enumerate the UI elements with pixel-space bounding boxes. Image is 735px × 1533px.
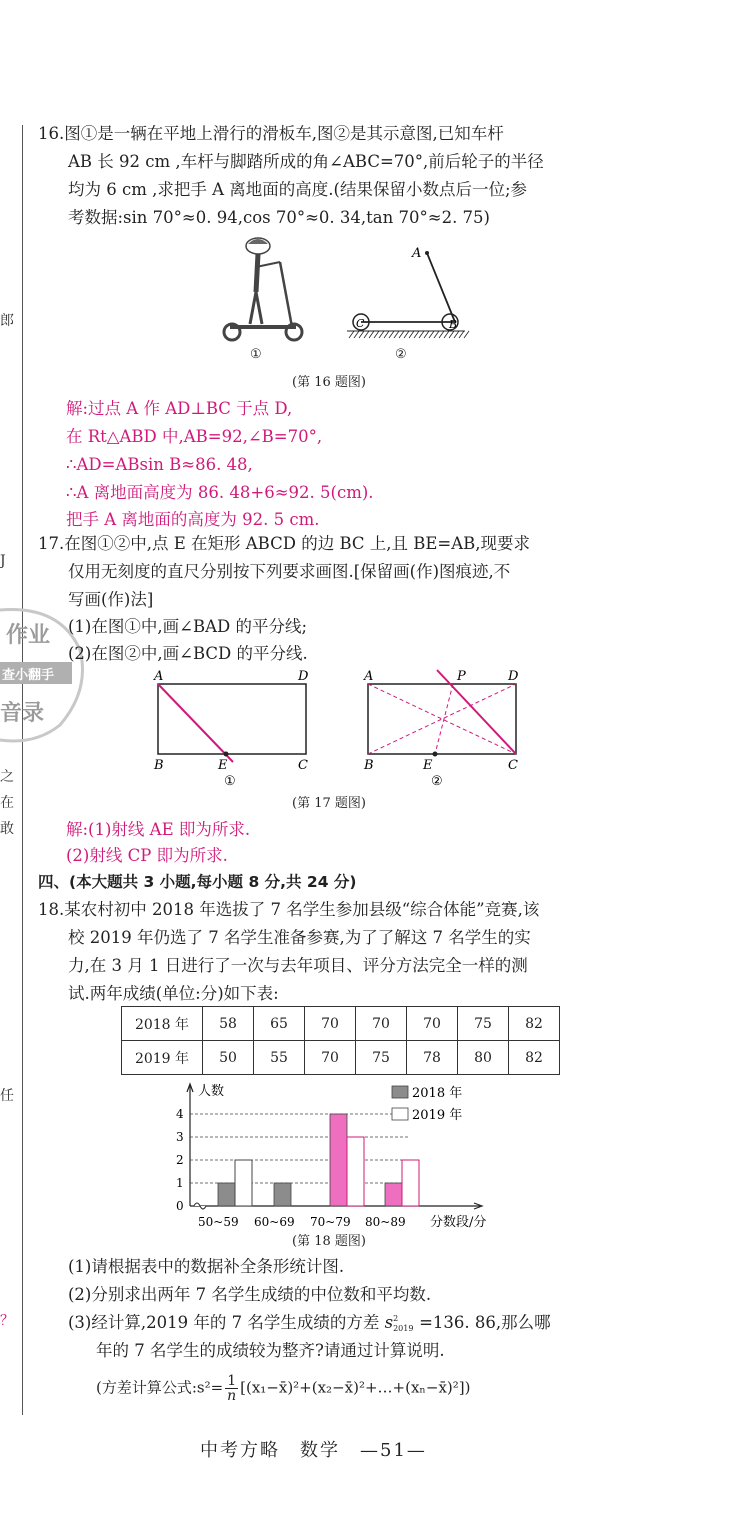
- margin-char: 在: [0, 795, 14, 811]
- margin-char: 敢: [0, 821, 14, 837]
- point-B: B: [449, 318, 458, 331]
- table-cell: 82: [509, 1041, 560, 1075]
- scooter-figure: [210, 232, 310, 347]
- table-row: [122, 1041, 560, 1075]
- bar-2018: [385, 1183, 402, 1206]
- point-A: A: [154, 669, 164, 684]
- bar-chart: [160, 1078, 530, 1228]
- fig-label: ②: [431, 774, 443, 789]
- q16-solution: 把手 A 离地面的高度为 92. 5 cm.: [66, 510, 320, 529]
- point-B: B: [154, 758, 164, 773]
- fig-label: ①: [250, 347, 262, 362]
- legend-label-2019: 2019 年: [412, 1108, 463, 1123]
- point-D: D: [298, 669, 309, 684]
- table-cell: 70: [305, 1007, 356, 1041]
- y-tick-label: 2: [176, 1153, 184, 1167]
- x-axis-label: 分数段/分: [430, 1215, 487, 1228]
- bar-2019: [347, 1137, 364, 1206]
- axis-break: [194, 1203, 206, 1209]
- q16-solution: 在 Rt△ABD 中,AB=92,∠B=70°,: [66, 427, 323, 446]
- score-table: [121, 1006, 560, 1075]
- page-footer: 中考方略 数学 —51—: [200, 1440, 427, 1461]
- q16-solution: ∴A 离地面高度为 86. 48+6≈92. 5(cm).: [66, 483, 374, 502]
- point-P: P: [457, 669, 466, 684]
- table-cell: 70: [407, 1007, 458, 1041]
- point-A: A: [412, 246, 422, 261]
- table-row: [122, 1007, 560, 1041]
- q18-subquestion: 年的 7 名学生的成绩较为整齐?请通过计算说明.: [96, 1341, 445, 1360]
- point-D: D: [508, 669, 519, 684]
- margin-char: J: [0, 553, 6, 569]
- bar-2019: [402, 1160, 419, 1206]
- q18-subquestion: (1)请根据表中的数据补全条形统计图.: [68, 1257, 345, 1276]
- q17-text: (2)在图②中,画∠BCD 的平分线.: [68, 644, 308, 663]
- q16-solution: ∴AD=ABsin B≈86. 48,: [66, 455, 253, 474]
- stamp-text: 查小翻手: [2, 668, 55, 683]
- x-tick-label: 60~69: [254, 1215, 295, 1228]
- y-tick-label: 0: [176, 1199, 184, 1213]
- q17-solution: (2)射线 CP 即为所求.: [66, 846, 228, 865]
- y-tick-label: 3: [176, 1130, 184, 1144]
- fig-label: ②: [395, 347, 407, 362]
- legend-label-2018: 2018 年: [412, 1086, 463, 1101]
- fig18-caption: (第 18 题图): [292, 1234, 366, 1249]
- table-cell: 50: [203, 1041, 254, 1075]
- x-tick-label: 70~79: [310, 1215, 351, 1228]
- margin-rule: [22, 125, 23, 1415]
- table-cell: 2019 年: [122, 1041, 203, 1075]
- q16-text: 均为 6 cm ,求把手 A 离地面的高度.(结果保留小数点后一位;参: [68, 180, 528, 199]
- table-cell: 75: [356, 1041, 407, 1075]
- bar-2018: [330, 1114, 347, 1206]
- margin-char: 任: [0, 1088, 14, 1104]
- fig16-caption: (第 16 题图): [292, 375, 366, 390]
- rect-figure-2: [357, 668, 537, 790]
- q18-text: 18.某农村初中 2018 年选拔了 7 名学生参加县级“综合体能”竞赛,该: [38, 900, 540, 919]
- q18-text: 试.两年成绩(单位:分)如下表:: [68, 984, 279, 1003]
- table-cell: 80: [458, 1041, 509, 1075]
- legend-swatch-2019: [392, 1108, 408, 1120]
- margin-char: 之: [0, 769, 14, 785]
- stamp-text: 音录: [0, 700, 45, 726]
- q18-subquestion: (2)分别求出两年 7 名学生成绩的中位数和平均数.: [68, 1285, 432, 1304]
- q16-text: AB 长 92 cm ,车杆与脚踏所成的角∠ABC=70°,前后轮子的半径: [68, 152, 544, 171]
- stamp-text: 作业: [6, 622, 51, 648]
- table-cell: 70: [356, 1007, 407, 1041]
- point-C: C: [356, 317, 365, 330]
- table-cell: 65: [254, 1007, 305, 1041]
- q16-text: 16.图①是一辆在平地上滑行的滑板车,图②是其示意图,已知车杆: [38, 124, 504, 143]
- point-A: A: [364, 669, 374, 684]
- q18-text: 力,在 3 月 1 日进行了一次与去年项目、评分方法完全一样的测: [68, 956, 528, 975]
- point-E: E: [423, 758, 433, 773]
- margin-char: 郎: [0, 313, 14, 329]
- y-axis-label: 人数: [198, 1084, 225, 1099]
- q17-text: 17.在图①②中,点 E 在矩形 ABCD 的边 BC 上,且 BE=AB,现要求: [38, 534, 531, 553]
- q18-subquestion: (3)经计算,2019 年的 7 名学生成绩的方差 s 2 2019 =136. 86,那么哪: [68, 1313, 551, 1333]
- table-cell: 2018 年: [122, 1007, 203, 1041]
- bar-2019: [235, 1160, 252, 1206]
- q16-solution: 解:过点 A 作 AD⊥BC 于点 D,: [66, 399, 293, 418]
- q17-solution: 解:(1)射线 AE 即为所求.: [66, 820, 251, 839]
- table-cell: 75: [458, 1007, 509, 1041]
- table-cell: 70: [305, 1041, 356, 1075]
- point-E: E: [218, 758, 228, 773]
- table-cell: 82: [509, 1007, 560, 1041]
- table-cell: 55: [254, 1041, 305, 1075]
- rect-figure-1: [148, 668, 328, 790]
- table-cell: 78: [407, 1041, 458, 1075]
- q17-text: 仅用无刻度的直尺分别按下列要求画图.[保留画(作)图痕迹,不: [68, 562, 511, 581]
- bar-2018: [274, 1183, 291, 1206]
- point-C: C: [508, 758, 518, 773]
- q18-text: 校 2019 年仍选了 7 名学生准备参赛,为了了解这 7 名学生的实: [68, 928, 531, 947]
- q17-text: 写画(作)法]: [68, 590, 154, 609]
- y-tick-label: 4: [176, 1107, 184, 1121]
- scooter-diagram: [345, 240, 475, 345]
- q17-text: (1)在图①中,画∠BAD 的平分线;: [68, 617, 308, 636]
- table-cell: 58: [203, 1007, 254, 1041]
- fig17-caption: (第 17 题图): [292, 796, 366, 811]
- margin-char: ？: [0, 1313, 14, 1329]
- legend-swatch-2018: [392, 1086, 408, 1098]
- q16-text: 考数据:sin 70°≈0. 94,cos 70°≈0. 34,tan 70°≈2. 75): [68, 208, 490, 227]
- fig-label: ①: [224, 774, 236, 789]
- x-tick-label: 50~59: [198, 1215, 239, 1228]
- x-tick-label: 80~89: [365, 1215, 406, 1228]
- point-B: B: [364, 758, 374, 773]
- point-C: C: [298, 758, 308, 773]
- y-tick-label: 1: [176, 1176, 184, 1190]
- bar-2018: [218, 1183, 235, 1206]
- variance-formula: (方差计算公式:s²= $\frac{1}{n}$ [(x₁−x̄)²+(x₂−x̄)²+…+(xₙ−x̄)²]): [96, 1373, 471, 1404]
- section-heading: 四、(本大题共 3 小题,每小题 8 分,共 24 分): [38, 873, 357, 891]
